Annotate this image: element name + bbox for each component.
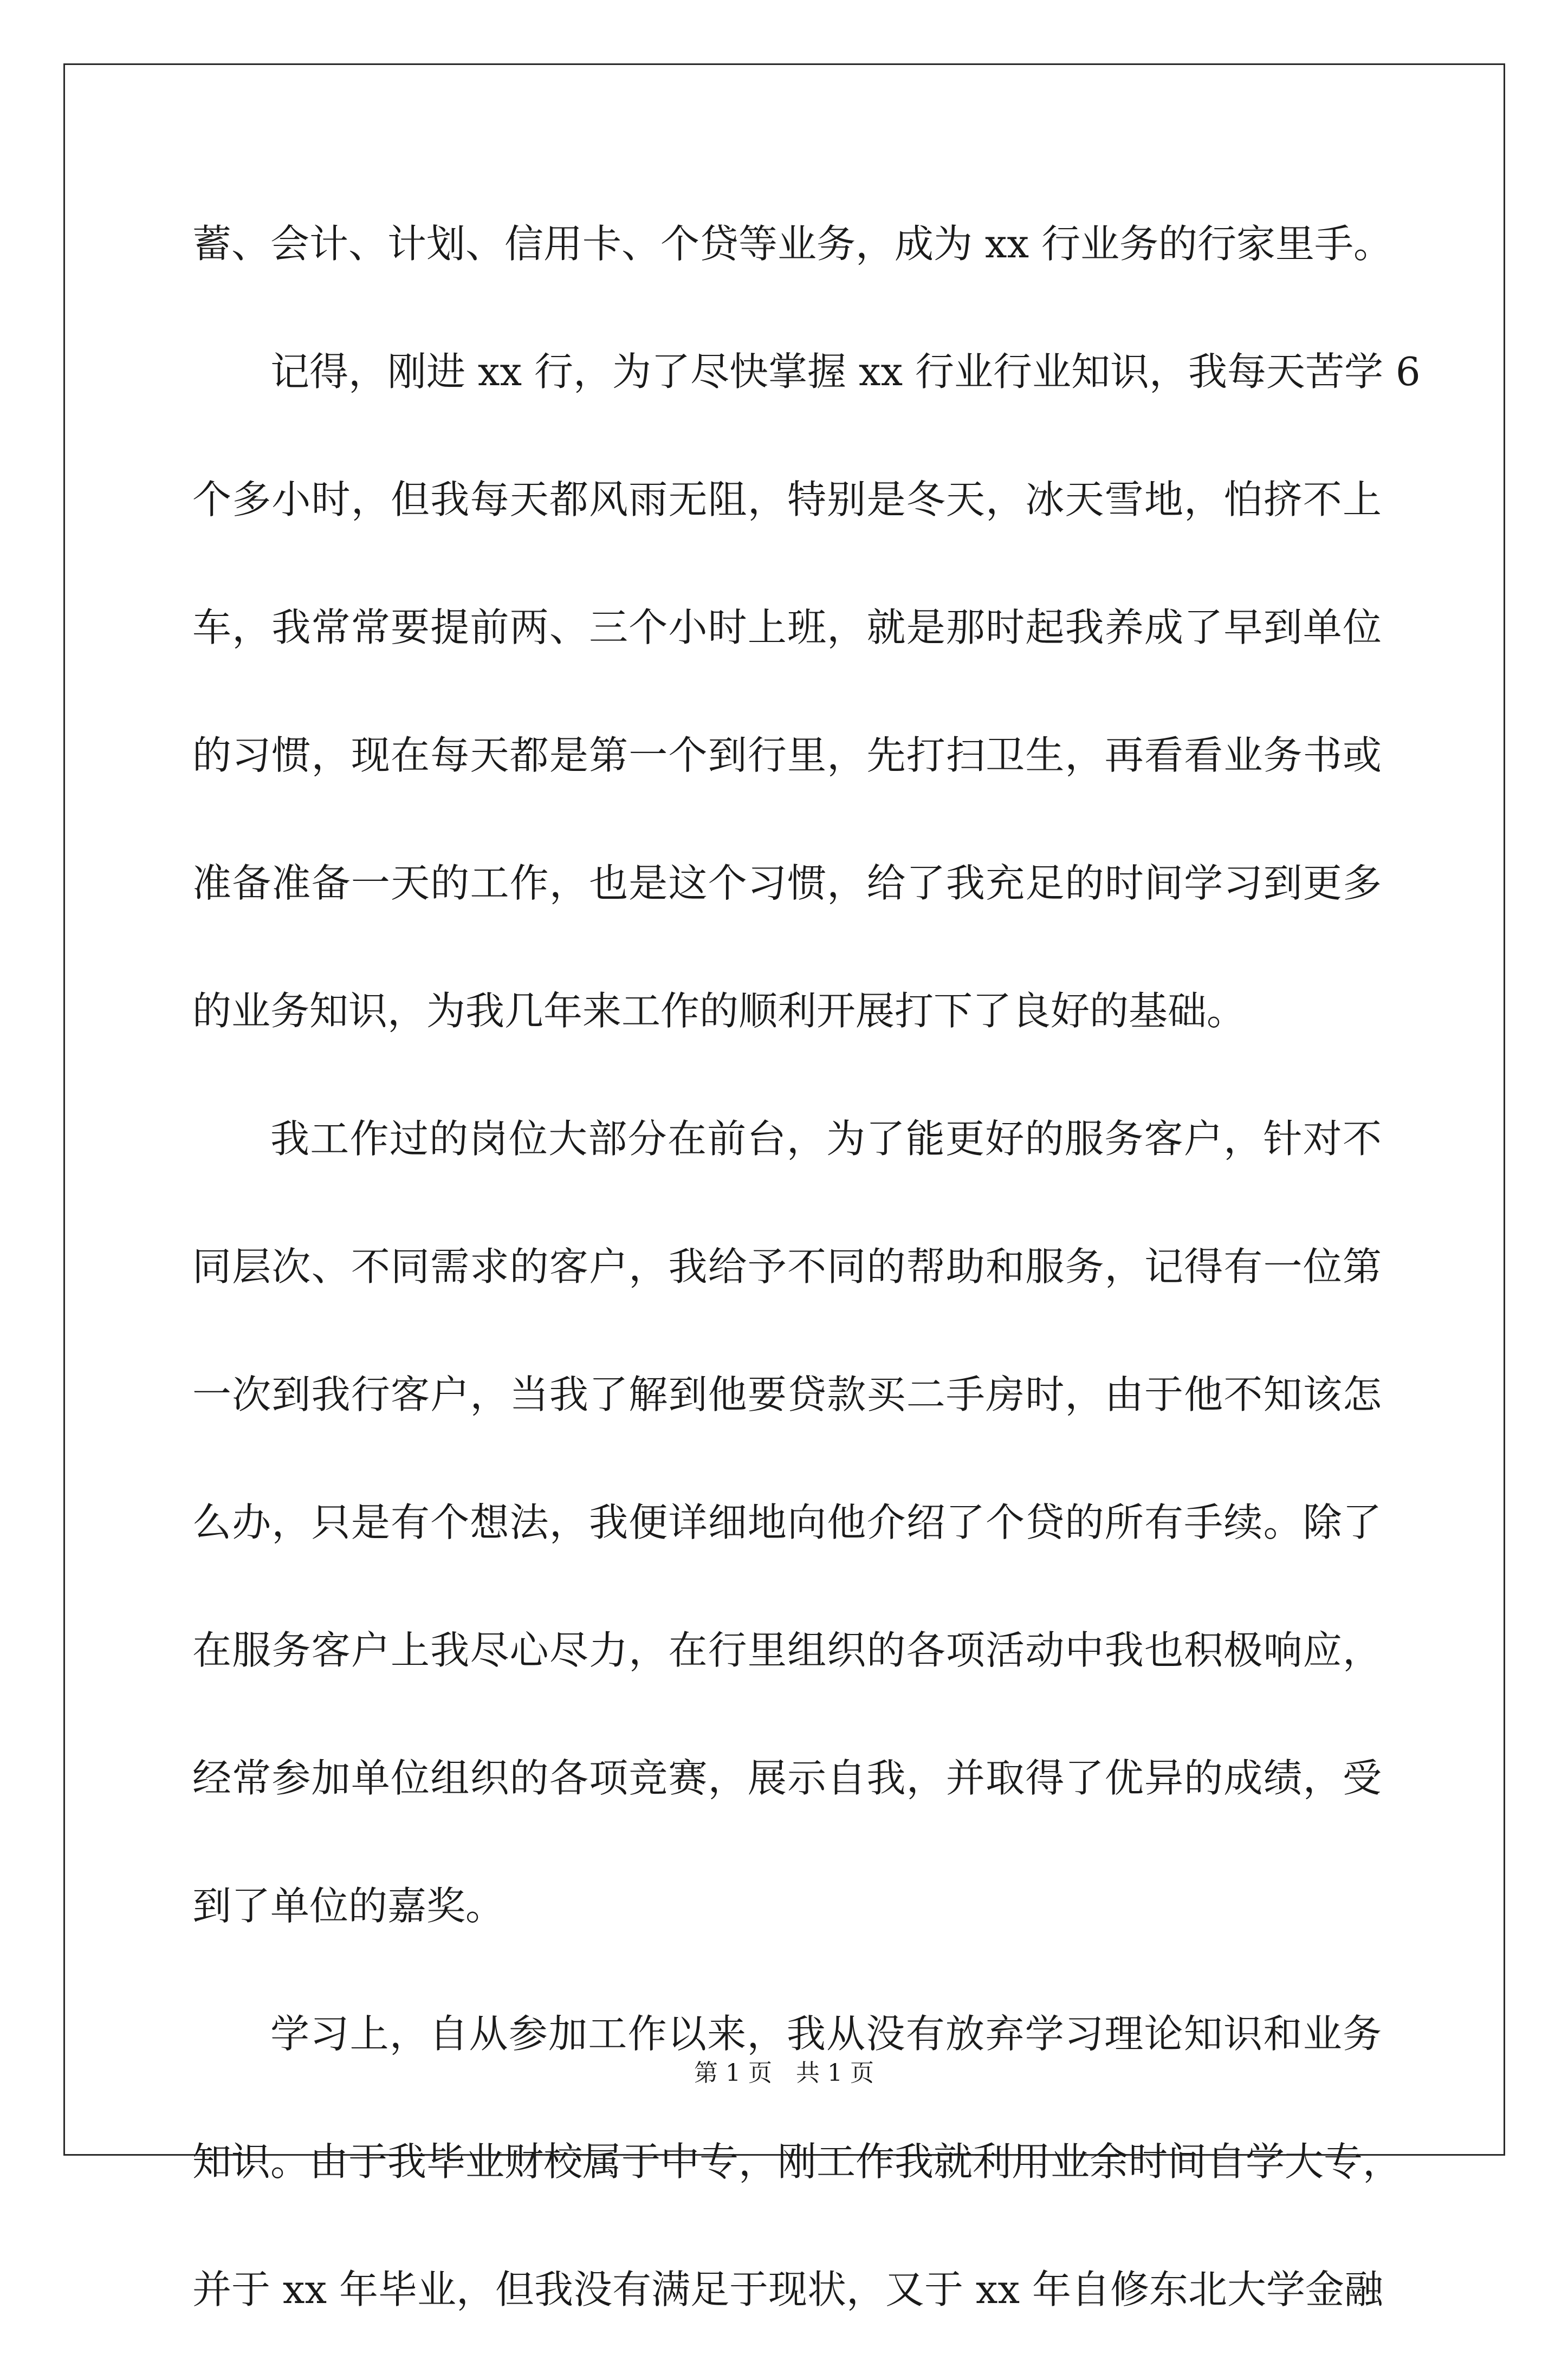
text-line: 并于 xx 年毕业，但我没有满足于现状，又于 xx 年自修东北大学金融 xyxy=(192,2267,1383,2312)
text-line: 同层次、不同需求的客户，我给予不同的帮助和服务，记得有一位第 xyxy=(192,1244,1382,1289)
text-line: 知识。由于我毕业财校属于中专，刚工作我就利用业余时间自学大专， xyxy=(192,2139,1402,2184)
text-line: 一次到我行客户，当我了解到他要贷款买二手房时，由于他不知该怎 xyxy=(192,1372,1382,1417)
page-number: 第 1 页 xyxy=(694,2059,772,2087)
text-line: 车，我常常要提前两、三个小时上班，就是那时起我养成了早到单位 xyxy=(192,605,1382,650)
text-line: 我工作过的岗位大部分在前台，为了能更好的服务客户，针对不 xyxy=(270,1116,1382,1162)
text-line: 到了单位的嘉奖。 xyxy=(192,1883,505,1929)
text-line: 个多小时，但我每天都风雨无阻，特别是冬天，冰天雪地，怕挤不上 xyxy=(192,477,1382,522)
text-line: 的业务知识，为我几年来工作的顺利开展打下了良好的基础。 xyxy=(192,988,1246,1034)
document-body xyxy=(192,200,1421,2374)
page-total: 共 1 页 xyxy=(796,2059,874,2087)
page-footer xyxy=(0,2053,1568,2088)
text-line: 学习上，自从参加工作以来，我从没有放弃学习理论知识和业务 xyxy=(270,2011,1382,2057)
text-line: 蓄、会计、计划、信用卡、个贷等业务，成为 xx 行业务的行家里手。 xyxy=(192,221,1392,267)
text-line: 的习惯，现在每天都是第一个到行里，先打扫卫生，再看看业务书或 xyxy=(192,732,1382,778)
text-line: 记得，刚进 xx 行，为了尽快掌握 xx 行业行业知识，我每天苦学 6 xyxy=(270,349,1421,394)
text-line: 在服务客户上我尽心尽力，在行里组织的各项活动中我也积极响应， xyxy=(192,1627,1382,1673)
text-line: 准备准备一天的工作，也是这个习惯，给了我充足的时间学习到更多 xyxy=(192,860,1382,906)
text-line: 经常参加单位组织的各项竞赛，展示自我，并取得了优异的成绩，受 xyxy=(192,1755,1382,1801)
text-line: 么办，只是有个想法，我便详细地向他介绍了个贷的所有手续。除了 xyxy=(192,1500,1382,1545)
